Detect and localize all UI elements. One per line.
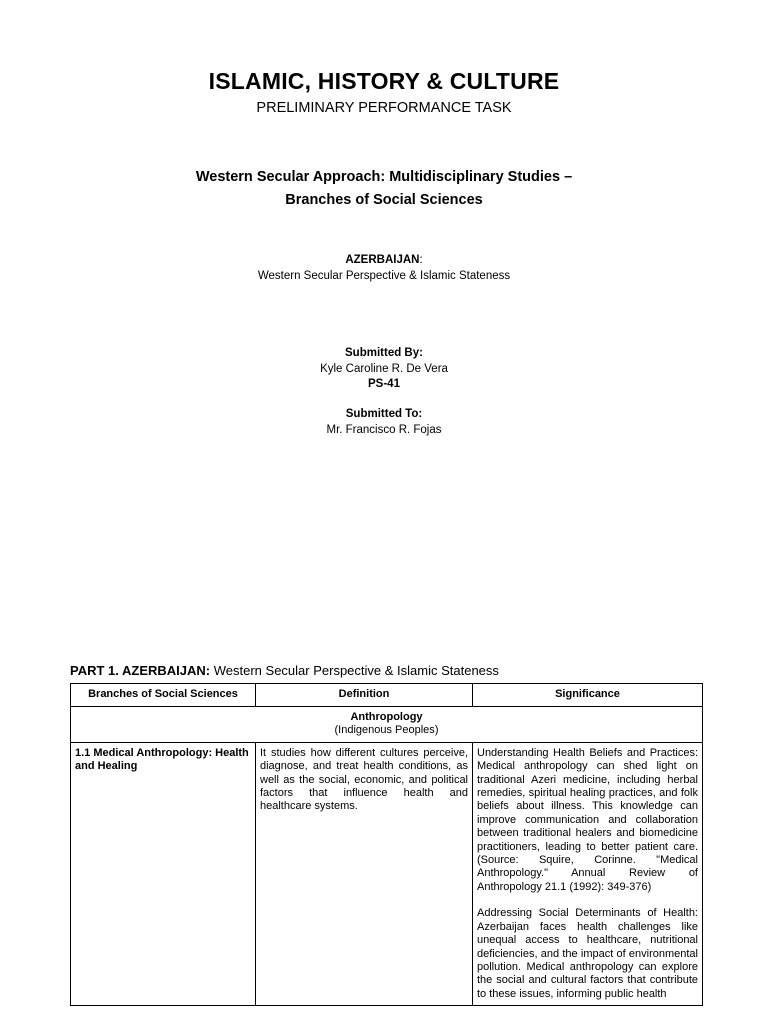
header-definition: Definition <box>256 684 473 707</box>
group-subtitle: Indigenous Peoples <box>338 724 435 737</box>
group-close-paren: ) <box>434 724 439 737</box>
submitted-by-name: Kyle Caroline R. De Vera <box>320 362 448 375</box>
topic-heading-line-2: Branches of Social Sciences <box>285 192 483 208</box>
submitted-by-block <box>0 346 768 393</box>
significance-paragraph-1: Understanding Health Beliefs and Practices: Medical anthropology can shed light on traditional Azeri medicine, including herbal remedies, spiritual healing practices, and folk beliefs about illness. This knowledge can improve communication and collaboration between traditional healers and biomedicine practitioners, leading to better patient care. (Source: Squire, Corinne. "Medical Anthropology." Annual Review of Anthropology 21.1 (1992): 349-376) <box>477 746 698 893</box>
topic-heading <box>0 166 768 212</box>
group-name: Anthropology <box>350 711 423 723</box>
header-branches: Branches of Social Sciences <box>71 684 256 707</box>
country-label: AZERBAIJAN <box>345 254 420 266</box>
significance-cell <box>473 742 703 1005</box>
table-row <box>71 742 703 1005</box>
country-colon: : <box>419 254 423 266</box>
group-cell <box>71 707 703 743</box>
submitted-to-label: Submitted To: <box>345 408 423 420</box>
submitted-to-block <box>0 407 768 438</box>
country-block <box>0 253 768 284</box>
topic-heading-line-1: Western Secular Approach: Multidisciplinary Studies – <box>195 169 573 185</box>
table-header-row <box>71 684 703 707</box>
definition-cell: It studies how different cultures perceive, diagnose, and treat health conditions, as well as the social, economic, and political factors that influence health and healthcare systems. <box>256 742 473 1005</box>
country-description: Western Secular Perspective & Islamic Stateness <box>257 269 511 282</box>
part-heading <box>70 663 499 678</box>
significance-paragraph-2: Addressing Social Determinants of Health: Azerbaijan faces health challenges like unequal access to healthcare, nutritional deficiencies, and the impact of environmental pollution. Medical anthropology can explore the social and cultural factors that contribute to these issues, informing public health <box>477 907 698 1000</box>
group-open-paren: ( <box>334 724 339 737</box>
part-label: PART 1. AZERBAIJAN: <box>70 663 211 678</box>
social-sciences-table <box>70 683 703 1006</box>
table-group-row <box>71 707 703 743</box>
header-significance: Significance <box>473 684 703 707</box>
document-subtitle: PRELIMINARY PERFORMANCE TASK <box>256 100 512 116</box>
part-description: Western Secular Perspective & Islamic Stateness <box>213 663 499 678</box>
document-title: ISLAMIC, HISTORY & CULTURE <box>208 68 560 94</box>
section-code: PS-41 <box>368 378 400 390</box>
branch-cell: 1.1 Medical Anthropology: Health and Healing <box>71 742 256 1005</box>
submitted-by-label: Submitted By: <box>345 347 423 359</box>
submitted-to-name: Mr. Francisco R. Fojas <box>326 423 442 436</box>
